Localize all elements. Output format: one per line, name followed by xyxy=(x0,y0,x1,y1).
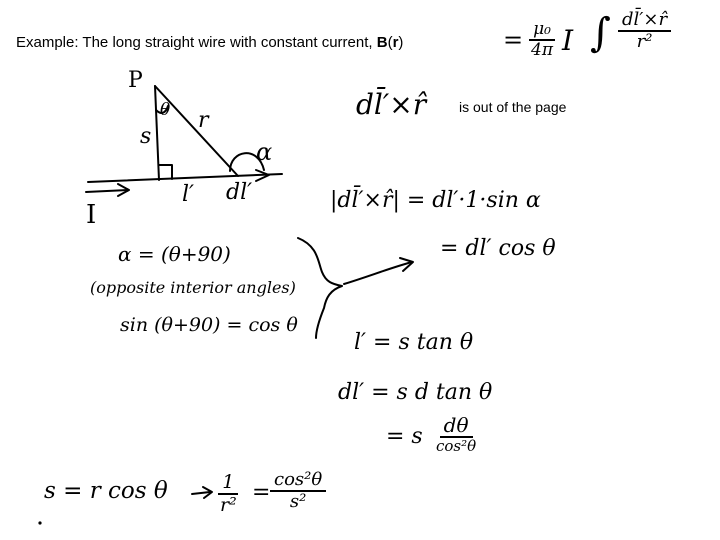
cross-magnitude-eq: |dl̄′×r̂| = dl′·1·sin α xyxy=(330,188,541,213)
cross-note-text: is out of the page xyxy=(459,99,567,115)
inv-r2-fraction xyxy=(216,472,241,516)
sin-identity: sin (θ+90) = cos θ xyxy=(120,314,298,336)
label-l-prime: l′ xyxy=(182,182,195,207)
alpha-definition: α = (θ+90) xyxy=(118,242,231,266)
curly-brace xyxy=(298,238,342,338)
dl-prime-eq2-prefix: = s xyxy=(386,424,423,449)
perpendicular-s xyxy=(155,86,159,180)
biot-equals: = xyxy=(503,26,524,54)
cos-s2-fraction xyxy=(270,470,326,512)
s-eq: s = r cos θ xyxy=(44,478,168,504)
label-s: s xyxy=(140,124,152,149)
inv-numerator: 1 xyxy=(218,472,238,495)
label-dl-prime: dl′ xyxy=(226,180,253,205)
s2-denominator: s² xyxy=(289,490,307,512)
label-current: I xyxy=(86,200,97,230)
open-paren: ( xyxy=(387,34,393,51)
inv-denominator: r² xyxy=(220,493,237,516)
integrand-denominator: r² xyxy=(636,30,653,52)
cos2-denominator: cos²θ xyxy=(436,437,477,455)
integral-sign: ∫ xyxy=(590,10,611,56)
dl-prime-eq: dl′ = s d tan θ xyxy=(338,380,493,405)
header-current: I xyxy=(562,24,574,57)
cross-result-eq: = dl′ cos θ xyxy=(440,236,556,261)
wire-line xyxy=(88,174,282,182)
integrand-numerator: dl̄′×r̂ xyxy=(618,10,671,32)
current-arrow-shaft xyxy=(86,190,128,192)
cos-numerator: cos²θ xyxy=(270,470,326,492)
alpha-note: (opposite interior angles) xyxy=(90,278,296,297)
label-p: P xyxy=(128,68,143,93)
label-r: r xyxy=(198,108,209,133)
l-prime-eq: l′ = s tan θ xyxy=(354,330,474,355)
mu-numerator: μ₀ xyxy=(529,20,555,41)
cross-expression: dl̄′×r̂ xyxy=(356,88,427,121)
close-paren: ) xyxy=(398,34,404,51)
header-prefix: Example: The long straight wire with constant current, xyxy=(16,34,377,51)
b-symbol: B xyxy=(376,34,388,51)
mu-denominator: 4π xyxy=(531,39,553,60)
dot-mark xyxy=(38,521,41,524)
inv-equals: = xyxy=(252,480,271,505)
pointer-arrow xyxy=(344,262,412,284)
dtheta-numerator: dθ xyxy=(440,414,473,438)
label-theta: θ xyxy=(160,100,171,120)
s-eq-arrow xyxy=(192,492,210,494)
label-alpha: α xyxy=(256,138,273,166)
r-symbol: r xyxy=(392,34,399,51)
right-angle-mark xyxy=(159,165,172,179)
dl-prime-eq2-fraction xyxy=(432,414,480,455)
